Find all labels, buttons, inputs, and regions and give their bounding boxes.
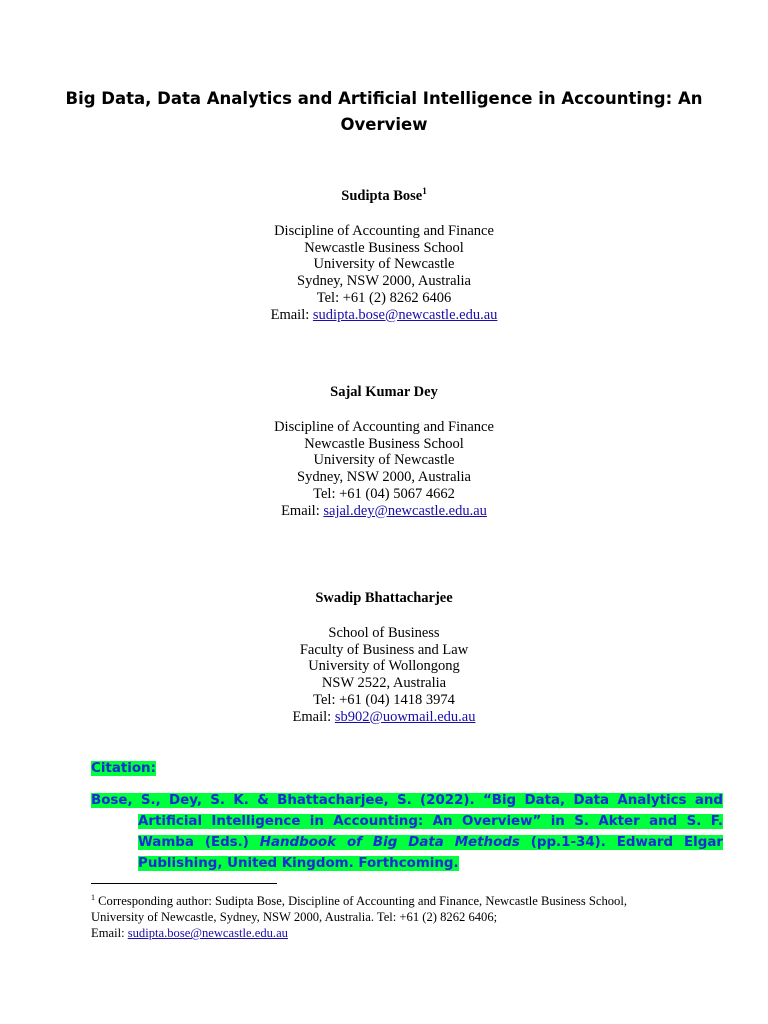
footnote-text: $^1$ Corresponding author: Sudipta Bose, Discipline of Accounting and Finance, Newcastle Business School, University of Newcastle, Sydney, NSW 2000, Australia. Tel: +61 (2) 8262 6406; — [91, 893, 628, 925]
author-block-1 — [150, 188, 618, 324]
author-block-2 — [150, 384, 618, 520]
book-title: Handbook of Big Data Methods — [259, 835, 520, 850]
email-link[interactable]: sudipta.bose@newcastle.edu.au — [312, 306, 498, 323]
footnote-email-link[interactable]: sudipta.bose@newcastle.edu.au — [127, 926, 288, 941]
affiliation-line: School of Business — [328, 624, 440, 641]
phone-line: Tel: +61 (04) 5067 4662 — [313, 485, 455, 502]
affiliation-line: Newcastle Business School — [304, 435, 464, 452]
footnote-mark: 1 — [422, 186, 427, 197]
email-line: Email: sajal.dey@newcastle.edu.au — [281, 502, 487, 519]
author-block-3 — [150, 590, 618, 726]
citation-label: Citation: — [91, 761, 156, 776]
footnote-divider — [91, 883, 277, 884]
affiliation-line: Sydney, NSW 2000, Australia — [297, 273, 471, 290]
affiliation-line: University of Newcastle — [313, 256, 455, 273]
affiliation-line: Faculty of Business and Law — [299, 641, 469, 658]
author-name: Sajal Kumar Dey — [330, 384, 438, 400]
phone-line: Tel: +61 (04) 1418 3974 — [313, 691, 455, 708]
author-name: Sudipta Bose$^1$ — [341, 186, 427, 204]
affiliation-line: NSW 2522, Australia — [321, 675, 447, 692]
footnote: $^1$ Corresponding author: Sudipta Bose, Discipline of Accounting and Finance, Newcastle Business School, University of Newcastle, Sydney, NSW 2000, Australia. Tel: +61 (2) 8262 6406; Email: sudipta.bose@newcastle.edu.au — [91, 893, 628, 941]
affiliation-line: Discipline of Accounting and Finance — [274, 418, 494, 435]
email-link[interactable]: sajal.dey@newcastle.edu.au — [323, 502, 487, 519]
author-name: Swadip Bhattacharjee — [315, 590, 453, 606]
email-link[interactable]: sb902@uowmail.edu.au — [334, 708, 476, 725]
affiliation-line: University of Newcastle — [313, 452, 455, 469]
affiliation-line: Newcastle Business School — [304, 239, 464, 256]
citation-reference: Bose, S., Dey, S. K. & Bhattacharjee, S. (2022). “Big Data, Data Analytics and Artificial Intelligence in Accounting: An Overview” in S. Akter and S. F. Wamba (Eds.) Handbook of Big Data Methods (pp.1-34). Edward Elgar Publishing, United Kingdom. Forthcoming. — [91, 793, 723, 871]
affiliation-line: University of Wollongong — [308, 658, 460, 675]
phone-line: Tel: +61 (2) 8262 6406 — [316, 289, 452, 306]
affiliation-line: Sydney, NSW 2000, Australia — [297, 469, 471, 486]
affiliation-line: Discipline of Accounting and Finance — [274, 222, 494, 239]
email-line: Email: sudipta.bose@newcastle.edu.au — [270, 306, 498, 323]
email-line: Email: sb902@uowmail.edu.au — [292, 708, 476, 725]
paper-title: Big Data, Data Analytics and Artificial Intelligence in Accounting: An Overview — [65, 89, 703, 134]
